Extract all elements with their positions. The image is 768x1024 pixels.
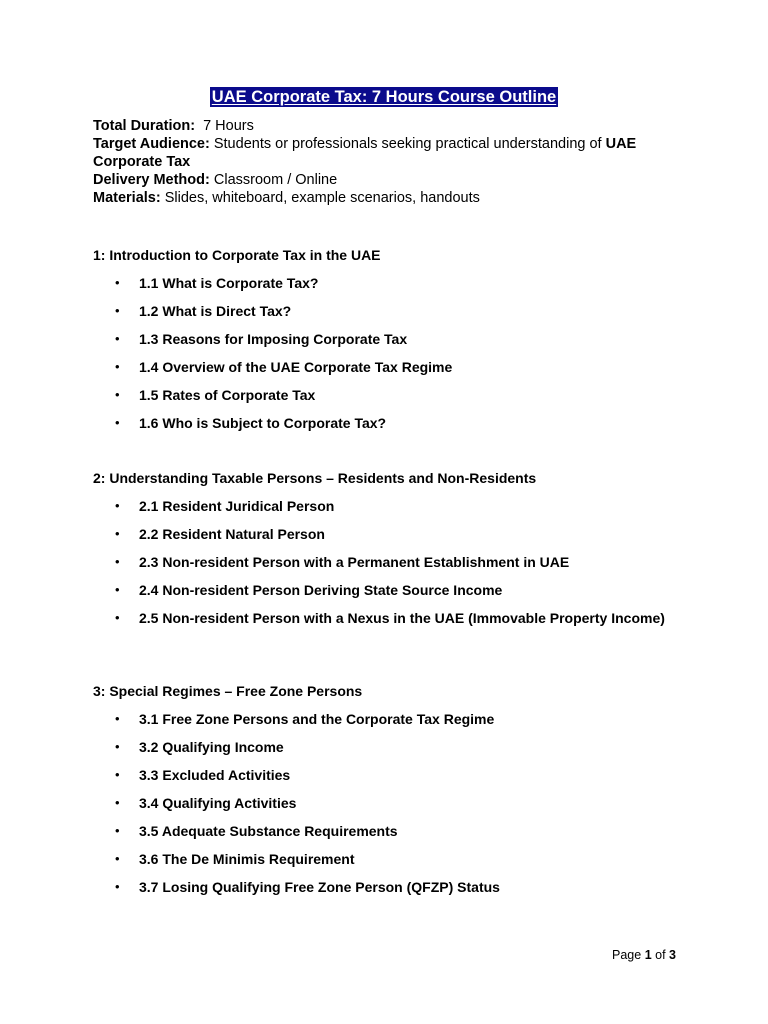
list-item-label: 3.1 Free Zone Persons and the Corporate Tax Regime bbox=[139, 711, 495, 727]
page-number bbox=[560, 947, 676, 963]
list-item-label: 3.5 Adequate Substance Requirements bbox=[139, 823, 398, 839]
list-item bbox=[93, 878, 683, 896]
bullet-icon: • bbox=[115, 851, 120, 866]
list-item bbox=[93, 274, 683, 292]
list-item-label: 2.3 Non-resident Person with a Permanent Establishment in UAE bbox=[139, 554, 570, 570]
bullet-icon: • bbox=[115, 359, 120, 374]
list-item bbox=[93, 497, 683, 515]
bullet-icon: • bbox=[115, 582, 120, 597]
list-item-label: 1.3 Reasons for Imposing Corporate Tax bbox=[139, 331, 408, 347]
list-item bbox=[93, 386, 683, 404]
list-item bbox=[93, 710, 683, 728]
bullet-icon: • bbox=[115, 415, 120, 430]
bullet-icon: • bbox=[115, 711, 120, 726]
materials-value: Slides, whiteboard, example scenarios, handouts bbox=[164, 190, 480, 206]
meta-delivery bbox=[93, 171, 693, 189]
bullet-icon: • bbox=[115, 526, 120, 541]
delivery-label: Delivery Method: bbox=[93, 172, 210, 188]
list-item-label: 3.6 The De Minimis Requirement bbox=[139, 851, 355, 867]
meta-materials bbox=[93, 189, 693, 207]
list-item bbox=[93, 766, 683, 784]
bullet-icon: • bbox=[115, 879, 120, 894]
bullet-icon: • bbox=[115, 610, 120, 625]
meta-duration bbox=[93, 117, 693, 135]
list-item bbox=[93, 330, 683, 348]
list-item bbox=[93, 525, 683, 543]
bullet-icon: • bbox=[115, 767, 120, 782]
bullet-icon: • bbox=[115, 554, 120, 569]
section-heading: 1: Introduction to Corporate Tax in the UAE bbox=[93, 247, 381, 263]
title-wrap bbox=[0, 87, 768, 107]
section-list bbox=[93, 710, 683, 906]
list-item-label: 1.4 Overview of the UAE Corporate Tax Regime bbox=[139, 359, 453, 375]
list-item-label: 2.1 Resident Juridical Person bbox=[139, 498, 335, 514]
bullet-icon: • bbox=[115, 303, 120, 318]
list-item bbox=[93, 850, 683, 868]
section-heading: 3: Special Regimes – Free Zone Persons bbox=[93, 683, 363, 699]
list-item bbox=[93, 609, 683, 627]
list-item-label: 3.2 Qualifying Income bbox=[139, 739, 284, 755]
course-meta bbox=[93, 117, 693, 207]
audience-text: Students or professionals seeking practical understanding of bbox=[213, 136, 602, 152]
list-item-label: 1.1 What is Corporate Tax? bbox=[139, 275, 319, 291]
page-title: UAE Corporate Tax: 7 Hours Course Outline bbox=[211, 88, 557, 106]
bullet-icon: • bbox=[115, 275, 120, 290]
list-item-label: 1.2 What is Direct Tax? bbox=[139, 303, 292, 319]
list-item bbox=[93, 302, 683, 320]
list-item bbox=[93, 581, 683, 599]
audience-bold: UAE Corporate Tax bbox=[93, 136, 637, 170]
list-item-label: 1.5 Rates of Corporate Tax bbox=[139, 387, 316, 403]
bullet-icon: • bbox=[115, 331, 120, 346]
list-item bbox=[93, 822, 683, 840]
audience-label: Target Audience: bbox=[93, 136, 210, 152]
list-item-label: 1.6 Who is Subject to Corporate Tax? bbox=[139, 415, 387, 431]
delivery-value: Classroom / Online bbox=[213, 172, 338, 188]
section-heading: 2: Understanding Taxable Persons – Residents and Non-Residents bbox=[93, 470, 537, 486]
list-item bbox=[93, 553, 683, 571]
list-item bbox=[93, 738, 683, 756]
section-list bbox=[93, 274, 683, 442]
bullet-icon: • bbox=[115, 739, 120, 754]
page-word: Page bbox=[612, 948, 642, 962]
list-item-label: 3.4 Qualifying Activities bbox=[139, 795, 297, 811]
list-item bbox=[93, 414, 683, 432]
meta-audience bbox=[93, 135, 693, 171]
list-item-label: 2.2 Resident Natural Person bbox=[139, 526, 325, 542]
bullet-icon: • bbox=[115, 795, 120, 810]
duration-value: 7 Hours bbox=[203, 118, 254, 134]
list-item-label: 3.3 Excluded Activities bbox=[139, 767, 291, 783]
bullet-icon: • bbox=[115, 387, 120, 402]
list-item-label: 2.4 Non-resident Person Deriving State Source Income bbox=[139, 582, 503, 598]
page-total: 3 bbox=[669, 948, 676, 962]
bullet-icon: • bbox=[115, 823, 120, 838]
list-item bbox=[93, 358, 683, 376]
materials-label: Materials: bbox=[93, 190, 161, 206]
list-item-label: 2.5 Non-resident Person with a Nexus in the UAE (Immovable Property Income) bbox=[139, 610, 665, 626]
page-current: 1 bbox=[644, 948, 652, 962]
duration-label: Total Duration: bbox=[93, 118, 196, 134]
of-word: of bbox=[655, 948, 666, 962]
section-list bbox=[93, 497, 683, 637]
list-item bbox=[93, 794, 683, 812]
bullet-icon: • bbox=[115, 498, 120, 513]
list-item-label: 3.7 Losing Qualifying Free Zone Person (QFZP) Status bbox=[139, 879, 500, 895]
